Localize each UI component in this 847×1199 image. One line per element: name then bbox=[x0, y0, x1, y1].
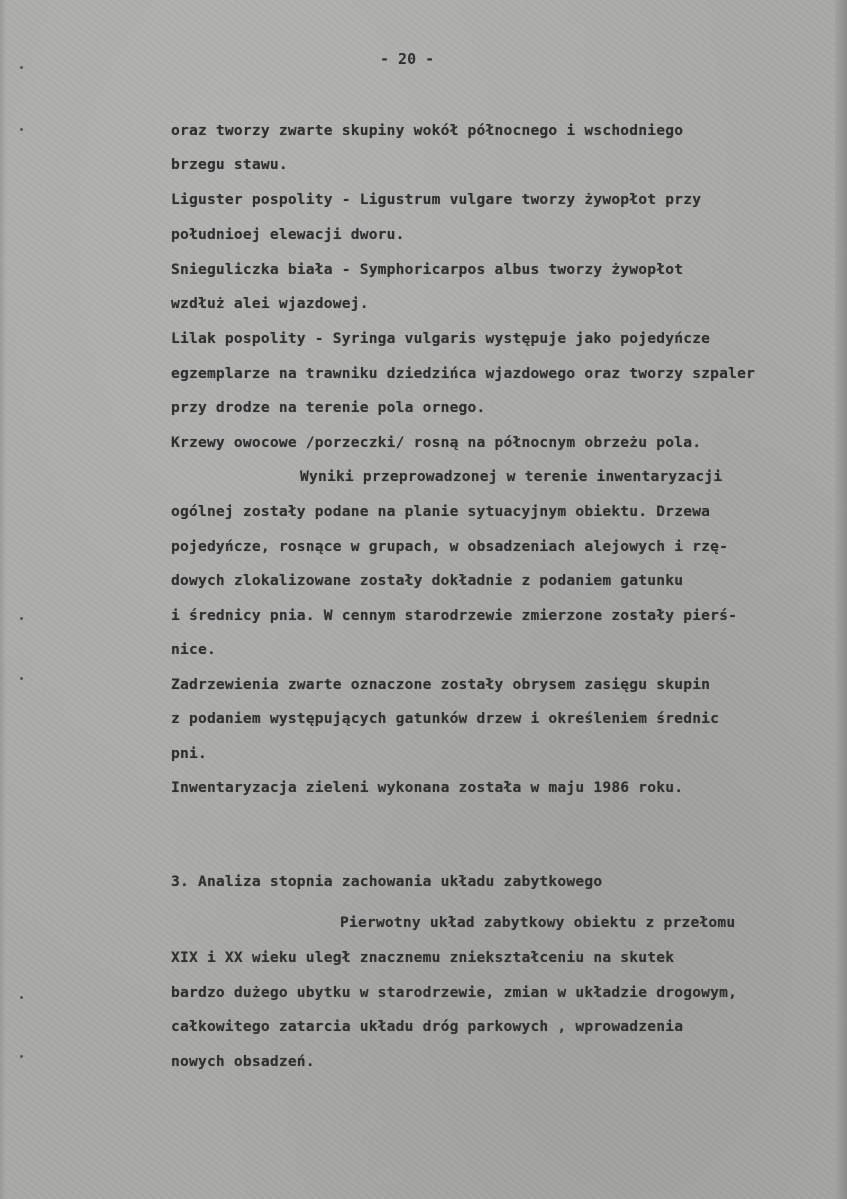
text-line: i średnicy pnia. W cennym starodrzewie zmierzone zostały pierś- bbox=[171, 607, 738, 624]
text-line: Wyniki przeprowadzonej w terenie inwentaryzacji bbox=[300, 468, 723, 485]
text-line: Snieguliczka biała - Symphoricarpos albus tworzy żywopłot bbox=[171, 261, 684, 278]
text-line: Zadrzewienia zwarte oznaczone zostały obrysem zasięgu skupin bbox=[171, 676, 711, 693]
text-line: bardzo dużego ubytku w starodrzewie, zmian w układzie drogowym, bbox=[171, 984, 738, 1001]
page-right-edge bbox=[835, 0, 847, 1199]
text-line: pni. bbox=[171, 745, 207, 762]
text-line: egzemplarze na trawniku dziedzińca wjazdowego oraz tworzy szpaler bbox=[171, 365, 756, 382]
text-line: całkowitego zatarcia układu dróg parkowych , wprowadzenia bbox=[171, 1018, 684, 1035]
punch-mark bbox=[20, 66, 23, 69]
text-line: nowych obsadzeń. bbox=[171, 1053, 315, 1070]
text-line: dowych zlokalizowane zostały dokładnie z podaniem gatunku bbox=[171, 572, 684, 589]
text-line: Inwentaryzacja zieleni wykonana została w maju 1986 roku. bbox=[171, 779, 684, 796]
text-line: nice. bbox=[171, 641, 216, 658]
text-line: Liguster pospolity - Ligustrum vulgare tworzy żywopłot przy bbox=[171, 191, 702, 208]
text-line: przy drodze na terenie pola ornego. bbox=[171, 399, 486, 416]
text-line: oraz tworzy zwarte skupiny wokół północnego i wschodniego bbox=[171, 122, 684, 139]
punch-mark bbox=[20, 1055, 23, 1058]
page-number: - 20 - bbox=[380, 50, 435, 68]
text-line: brzegu stawu. bbox=[171, 156, 288, 173]
text-line: wzdłuż alei wjazdowej. bbox=[171, 295, 369, 312]
text-line: południoej elewacji dworu. bbox=[171, 226, 405, 243]
text-line: Krzewy owocowe /porzeczki/ rosną na północnym obrzeżu pola. bbox=[171, 434, 702, 451]
text-line: ogólnej zostały podane na planie sytuacyjnym obiektu. Drzewa bbox=[171, 503, 711, 520]
punch-mark bbox=[20, 996, 23, 999]
punch-mark bbox=[20, 677, 23, 680]
text-line: z podaniem występujących gatunków drzew i określeniem średnic bbox=[171, 710, 720, 727]
text-line: Pierwotny układ zabytkowy obiektu z przełomu bbox=[340, 914, 736, 931]
text-line: pojedyńcze, rosnące w grupach, w obsadzeniach alejowych i rzę- bbox=[171, 538, 729, 555]
text-line: XIX i XX wieku uległ znacznemu zniekształceniu na skutek bbox=[171, 949, 675, 966]
punch-mark bbox=[20, 128, 23, 131]
punch-mark bbox=[20, 617, 23, 620]
section-heading: 3. Analiza stopnia zachowania układu zabytkowego bbox=[171, 873, 603, 890]
page-left-edge bbox=[0, 0, 6, 1199]
text-line: Lilak pospolity - Syringa vulgaris występuje jako pojedyńcze bbox=[171, 330, 711, 347]
